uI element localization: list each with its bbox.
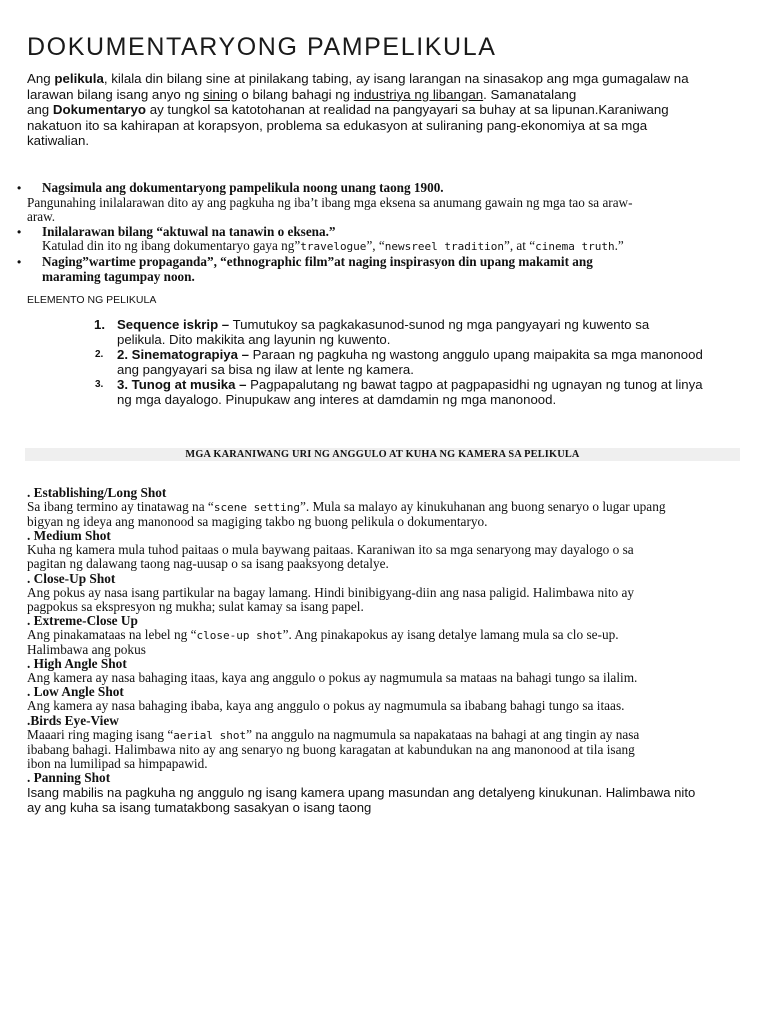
bullet-title: Nagsimula ang dokumentaryong pampelikula noong unang taong 1900. xyxy=(42,180,444,195)
list-item-text: Tumutukoy sa pagkakasunod-sunod ng mga pangyayari ng kuwento sa xyxy=(229,317,650,332)
text: , kilala din bilang sine at pinilakang tabing, ay isang larangan na sinasakop ang mga gumagalaw na xyxy=(103,71,689,86)
text: o bilang bahagi ng xyxy=(237,86,354,102)
shot-desc: ibabang bahagi. Halimbawa nito ay ang senaryo ng buong karagatan at kabundukan na ang manonood at tila isang xyxy=(27,741,635,757)
shot-desc: pagitan ng dalawang taong nag-uusap o sa isang paaksyong detalye. xyxy=(27,556,389,572)
intro-line xyxy=(27,71,737,87)
text: Maaari ring maging isang “ xyxy=(27,726,174,742)
term-dokumentaryo: Dokumentaryo xyxy=(52,102,146,118)
bullet-icon: • xyxy=(17,254,22,269)
text: .” xyxy=(614,238,624,254)
list-item-text: Pagpapalutang ng bawat tagpo at pagpapasidhi ng ugnayan ng tunog at linya xyxy=(246,376,703,392)
shot-desc: Ang pokus ay nasa isang partikular na bagay lamang. Hindi binibigyang-diin ang nasa paligid. Halimbawa nito ay xyxy=(27,584,635,600)
shot-desc: Halimbawa ang pokus xyxy=(27,642,146,658)
bullet-item xyxy=(17,181,737,196)
section-band-title: MGA KARANIWANG URI NG ANGGULO AT KUHA NG KAMERA SA PELIKULA xyxy=(185,449,580,460)
intro-line: nakatuon ito sa kahirapan at korapsyon, problema sa edukasyon at suliraning pang-ekonomiya at sa mga xyxy=(27,117,648,133)
section-band xyxy=(25,448,740,461)
list-item xyxy=(27,378,747,393)
list-item-title: 2. Sinematograpiya – xyxy=(117,346,249,362)
camera-shots-list xyxy=(27,486,747,815)
elements-list xyxy=(27,318,747,407)
term-scene-setting: scene setting xyxy=(213,501,300,515)
list-number: 3. xyxy=(95,378,104,390)
shot-title: . Panning Shot xyxy=(27,769,111,785)
list-item-title: 3. Tunog at musika – xyxy=(117,376,247,392)
shot-desc: Ang kamera ay nasa bahaging itaas, kaya ang anggulo o pokus ay nagmumula sa mataas na bahagi tungo sa ilalim. xyxy=(27,670,638,686)
intro-line xyxy=(27,87,737,103)
shot-title: . Establishing/Long Shot xyxy=(27,485,167,500)
text: Sa ibang termino ay tinatawag na “ xyxy=(27,499,214,515)
intro-paragraph xyxy=(27,71,737,149)
term-travelogue: travelogue xyxy=(300,240,367,254)
bullet-title: Naging”wartime propaganda”, “ethnographic film”at naging inspirasyon din upang makamit ang xyxy=(42,253,593,269)
term-newsreel: newsreel tradition xyxy=(384,240,504,254)
bullet-desc xyxy=(17,239,737,255)
shot-desc xyxy=(27,728,747,743)
shot-desc: Ang kamera ay nasa bahaging ibaba, kaya ang anggulo o pokus ay nagmumula sa ibabang bahagi tungo sa itaas. xyxy=(27,698,625,714)
text: ”. Ang pinakapokus ay isang detalye lamang mula sa clo se-up. xyxy=(282,626,619,642)
shot-title: . Close-Up Shot xyxy=(27,570,116,586)
shot-desc: pagpokus sa ekspresyon ng mukha; sulat kamay sa isang papel. xyxy=(27,598,364,614)
list-item-text: ng mga dayalogo. Pinupukaw ang interes at damdamin ng mga manonood. xyxy=(117,391,557,407)
shot-desc xyxy=(27,500,747,515)
bullet-title-cont xyxy=(17,270,737,285)
shot-desc: Isang mabilis na pagkuha ng anggulo ng isang kamera upang masundan ang detalyeng kinukunan. Halimbawa nito xyxy=(27,784,696,800)
term-pelikula: pelikula xyxy=(54,71,104,86)
list-item-text: Paraan ng pagkuha ng wastong anggulo upang maipakita sa mga manonood xyxy=(248,346,703,362)
text: Ang xyxy=(27,71,55,86)
text: Ang pinakamataas na lebel ng “ xyxy=(27,626,197,642)
list-item xyxy=(27,318,747,333)
text: ay tungkol sa katotohanan at realidad na pangyayari sa buhay at sa lipunan.Karaniwang xyxy=(146,102,669,118)
bullet-title: Inilalarawan bilang “aktuwal na tanawin o eksena.” xyxy=(42,223,336,239)
elements-heading: ELEMENTO NG PELIKULA xyxy=(27,294,157,306)
text: Katulad din ito ng ibang dokumentaryo gaya ng” xyxy=(42,238,301,254)
link-sining[interactable]: sining xyxy=(202,86,238,102)
bullet-item xyxy=(17,225,737,240)
list-item-title: Sequence iskrip – xyxy=(117,317,230,332)
list-item-text: ang pangyayari sa bisa ng ilaw at lente ng kamera. xyxy=(117,361,414,377)
list-item-text: pelikula. Dito makikita ang layunin ng kuwento. xyxy=(117,331,391,347)
shot-title: . Medium Shot xyxy=(27,528,111,544)
term-aerial-shot: aerial shot xyxy=(173,728,247,742)
text: . Samanatalang xyxy=(483,86,577,102)
term-close-up-shot: close-up shot xyxy=(196,628,283,642)
intro-line: katiwalian. xyxy=(27,133,90,149)
shot-title: .Birds Eye-View xyxy=(27,712,119,728)
document-title: DOKUMENTARYONG PAMPELIKULA xyxy=(27,33,497,61)
text: ang xyxy=(27,102,53,118)
shot-title: . High Angle Shot xyxy=(27,656,127,672)
history-bullets xyxy=(17,181,737,284)
shot-title: . Low Angle Shot xyxy=(27,684,124,700)
shot-desc xyxy=(27,628,747,643)
bullet-desc: araw. xyxy=(27,209,56,225)
shot-title: . Extreme-Close Up xyxy=(27,612,138,628)
intro-line xyxy=(27,102,737,118)
bullet-desc: Pangunahing inilalarawan dito ay ang pagkuha ng iba’t ibang mga eksena sa anumang gawain ng mga tao sa araw- xyxy=(27,194,633,210)
text: larawan bilang isang anyo ng xyxy=(27,86,203,102)
bullet-item xyxy=(17,255,737,270)
text: ”, at “ xyxy=(503,238,536,254)
link-industriya-ng-libangan[interactable]: industriya ng libangan xyxy=(353,86,484,102)
shot-desc: ibon na lumilipad sa himpapawid. xyxy=(27,755,208,771)
shot-desc: bigyan ng ideya ang manonood sa magiging takbo ng buong pelikula o dokumentaryo. xyxy=(27,514,488,530)
term-cinema-truth: cinema truth xyxy=(535,240,615,254)
shot-desc: Kuha ng kamera mula tuhod paitaas o mula baywang paitaas. Karaniwan ito sa mga senaryong may dayalogo o sa xyxy=(27,542,634,558)
bullet-icon: • xyxy=(17,181,22,195)
list-number: 2. xyxy=(95,348,104,360)
bullet-icon: • xyxy=(17,224,22,239)
list-number: 1. xyxy=(94,317,105,332)
text: ” na anggulo na nagmumula sa napakataas na bahagi at ang tingin ay nasa xyxy=(246,726,640,742)
shot-desc: ay ang kuha sa isang tumatakbong sasakyan o isang taong xyxy=(27,800,372,816)
list-item xyxy=(27,348,747,363)
text: ”, “ xyxy=(366,238,385,254)
text: ”. Mula sa malayo ay kinukuhanan ang buong senaryo o lugar upang xyxy=(299,499,666,515)
bullet-title: maraming tagumpay noon. xyxy=(42,268,195,284)
